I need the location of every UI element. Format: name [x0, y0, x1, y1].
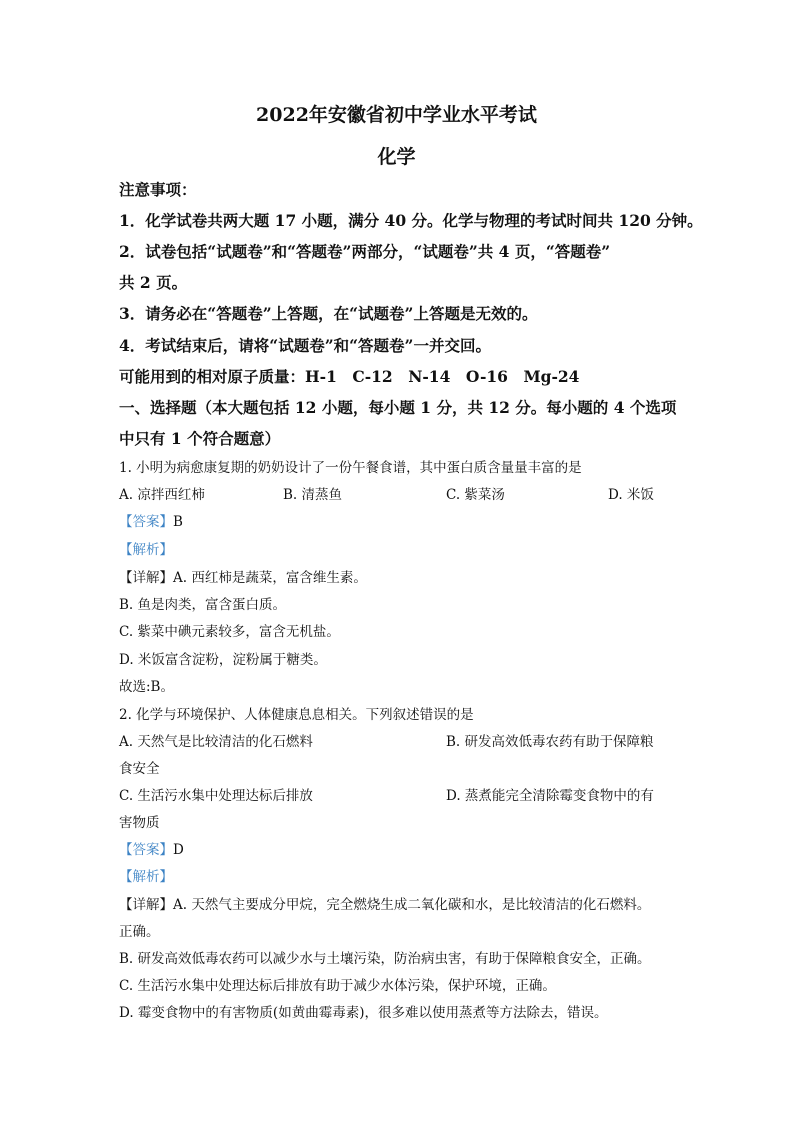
q2-option-d: D. 蒸煮能完全清除霉变食物中的有: [446, 788, 654, 804]
question-1-stem: 1. 小明为病愈康复期的奶奶设计了一份午餐食谱，其中蛋白质含量量丰富的是: [119, 460, 582, 476]
q2-detail-line: D. 霉变食物中的有害物质(如黄曲霉毒素)，很多难以使用蒸煮等方法除去，错误。: [119, 1005, 608, 1021]
q2-analysis-label: 【解析】: [119, 869, 173, 885]
section-heading: 一、选择题（本大题包括 12 小题，每小题 1 分，共 12 分。每小题的 4 个选项: [119, 398, 677, 417]
q2-answer: [119, 840, 184, 860]
notice-item: 共 2 页。: [119, 273, 188, 292]
q2-option-c: C. 生活污水集中处理达标后排放: [119, 788, 313, 804]
question-2-stem: 2. 化学与环境保护、人体健康息息相关。下列叙述错误的是: [119, 707, 474, 723]
section-heading: 中只有 1 个符合题意）: [119, 429, 281, 448]
answer-value: D: [173, 842, 184, 858]
q1-option-d: D. 米饭: [608, 487, 654, 503]
q2-detail: [119, 895, 650, 915]
q1-option-c: C. 紫菜汤: [446, 487, 505, 503]
q2-option-d-cont: 害物质: [119, 815, 160, 831]
notice-item: 1．化学试卷共两大题 17 小题，满分 40 分。化学与物理的考试时间共 120 分钟。: [119, 211, 703, 230]
q1-option-b: B. 清蒸鱼: [283, 487, 343, 503]
q2-option-b-cont: 食安全: [119, 761, 160, 777]
document-title: 2022年安徽省初中学业水平考试: [256, 104, 537, 126]
q1-analysis-label: 【解析】: [119, 542, 173, 558]
answer-label: 【答案】: [119, 842, 173, 858]
q2-option-a: A. 天然气是比较清洁的化石燃料: [119, 734, 313, 750]
detail-label: 【详解】: [119, 570, 173, 586]
q2-detail-line: C. 生活污水集中处理达标后排放有助于减少水体污染，保护环境，正确。: [119, 978, 556, 994]
detail-text: A. 天然气主要成分甲烷，完全燃烧生成二氧化碳和水，是比较清洁的化石燃料。: [173, 897, 651, 913]
q2-detail-line: 正确。: [119, 924, 160, 940]
notice-item: 2．试卷包括“试题卷”和“答题卷”两部分，“试题卷”共 4 页，“答题卷”: [119, 242, 611, 261]
notice-heading: 注意事项：: [119, 180, 197, 199]
detail-label: 【详解】: [119, 897, 173, 913]
q1-detail: [119, 568, 367, 588]
q1-detail-line: B. 鱼是肉类，富含蛋白质。: [119, 597, 287, 613]
q2-detail-line: B. 研发高效低毒农药可以减少水与土壤污染，防治病虫害，有助于保障粮食安全，正确。: [119, 951, 651, 967]
q1-detail-line: C. 紫菜中碘元素较多，富含无机盐。: [119, 624, 340, 640]
notice-item: 3．请务必在“答题卷”上答题，在“试题卷”上答题是无效的。: [119, 304, 538, 323]
q1-answer: [119, 512, 183, 532]
q1-option-a: A. 凉拌西红柿: [119, 487, 205, 503]
answer-value: B: [173, 514, 183, 530]
detail-text: A. 西红柿是蔬菜，富含维生素。: [173, 570, 367, 586]
answer-label: 【答案】: [119, 514, 173, 530]
atomic-mass: 可能用到的相对原子质量：H-1 C-12 N-14 O-16 Mg-24: [119, 367, 580, 386]
notice-item: 4．考试结束后，请将“试题卷”和“答题卷”一并交回。: [119, 336, 491, 355]
q2-option-b: B. 研发高效低毒农药有助于保障粮: [446, 734, 654, 750]
q1-detail-line: D. 米饭富含淀粉，淀粉属于糖类。: [119, 652, 327, 668]
q1-conclusion: 故选:B。: [119, 679, 174, 695]
subject-title: 化学: [377, 146, 416, 168]
